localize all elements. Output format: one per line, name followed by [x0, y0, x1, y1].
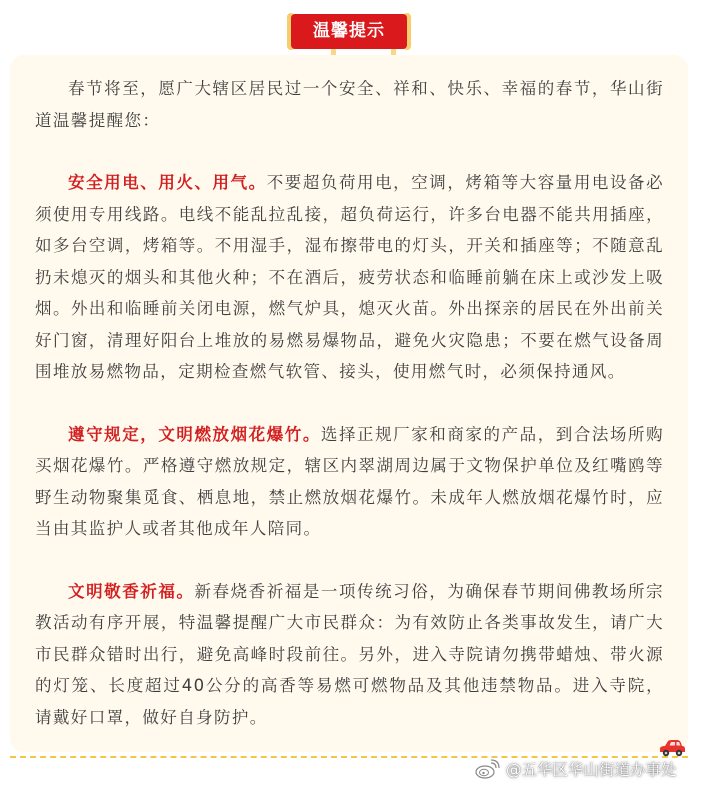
section-body: 选择正规厂家和商家的产品，到合法场所购买烟花爆竹。严格遵守燃放规定，辖区内翠湖周边属于文物保护单位及红嘴鸥等野生动物聚集觅食、栖息地，禁止燃放烟花爆竹。未成年人燃放烟花爆竹时，应当由其监护人或者其他成年人陪同。 [35, 424, 664, 538]
section-body: 新春烧香祈福是一项传统习俗，为确保春节期间佛教场所宗教活动有序开展，特温馨提醒广大市民群众：为有效防止各类事故发生，请广大市民群众错时出行，避免高峰时段前往。另外，进入寺院请勿携带蜡烛、带火源的灯笼、长度超过40公分的高香等易燃可燃物品及其他违禁物品。进入寺院，请戴好口罩，做好自身防护。 [35, 581, 664, 727]
section-heading: 遵守规定，文明燃放烟花爆竹。 [68, 424, 321, 444]
watermark-text: @五华区华山街道办事处 [506, 761, 677, 779]
intro-paragraph: 春节将至，愿广大辖区居民过一个安全、祥和、快乐、幸福的春节，华山街道温馨提醒您： [35, 79, 664, 130]
section-heading: 文明敬香祈福。 [68, 581, 195, 601]
section-electricity-fire-gas [35, 167, 664, 388]
weibo-icon [474, 759, 500, 779]
section-heading: 安全用电、用火、用气。 [68, 173, 267, 192]
section-fireworks [35, 419, 664, 545]
warm-tips-badge [287, 13, 411, 61]
badge-title: 温馨提示 [291, 14, 407, 49]
section-incense [35, 576, 664, 734]
section-body: 不要超负荷用电，空调，烤箱等大容量用电设备必须使用专用线路。电线不能乱拉乱接，超负荷运行，许多台电器不能共用插座，如多台空调，烤箱等。不用湿手，湿布擦带电的灯头，开关和插座等；不随意乱扔未熄灭的烟头和其他火种；不在酒后，疲劳状态和临睡前躺在床上或沙发上吸烟。外出和临睡前关闭电源，燃气炉具，熄灭火苗。外出探亲的居民在外出前关好门窗，清理好阳台上堆放的易燃易爆物品，避免火灾隐患；不要在燃气设备周围堆放易燃物品，定期检查燃气软管、接头，使用燃气时，必须保持通风。 [35, 173, 664, 381]
weibo-watermark [474, 757, 677, 781]
car-icon [657, 738, 687, 758]
notice-card [10, 55, 688, 752]
